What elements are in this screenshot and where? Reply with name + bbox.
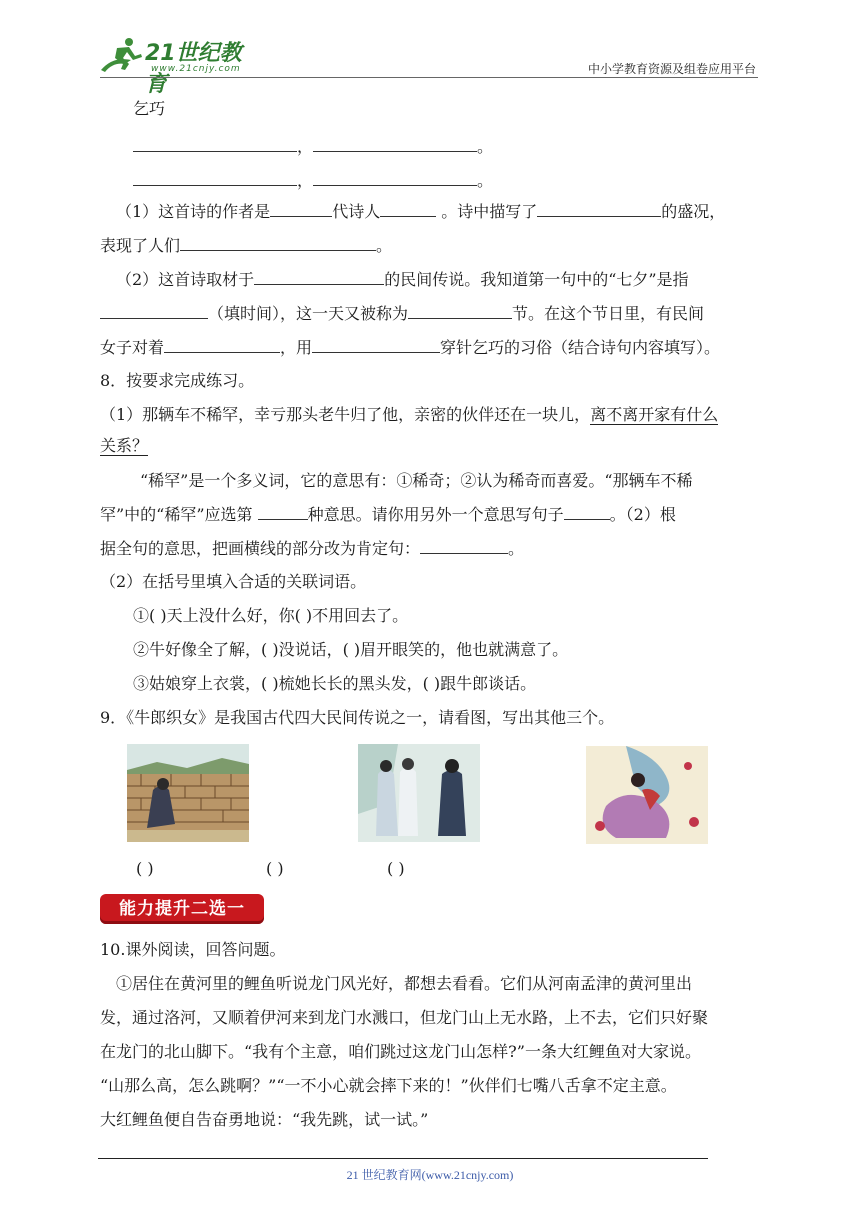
comma: ，: [297, 171, 314, 190]
answer-blank[interactable]: [254, 268, 384, 285]
answer-blank[interactable]: [258, 503, 308, 520]
platform-name: 中小学教育资源及组卷应用平台: [587, 62, 756, 76]
answer-blank[interactable]: [133, 135, 297, 152]
answer-blank[interactable]: [270, 200, 332, 217]
q9-answer-2[interactable]: ( ): [266, 859, 284, 878]
answer-blank[interactable]: [420, 537, 508, 554]
text: （1）这首诗的作者是: [116, 202, 271, 221]
logo-text: 21世纪教育: [145, 41, 242, 97]
answer-blank[interactable]: [537, 200, 661, 217]
q8-item-1: ①( )天上没什么好，你( )不用回去了。: [133, 606, 409, 625]
text: （2）这首诗取材于: [116, 270, 255, 289]
text: 种意思。请你用另外一个意思写句子: [307, 505, 564, 524]
q7-part2-line1: [116, 268, 689, 291]
q8-explanation-line3: [100, 537, 524, 560]
q8-explanation-line1: “稀罕”是一个多义词，它的意思有：①稀奇；②认为稀奇而喜爱。“那辆车不稀: [140, 471, 693, 490]
q9-title: 9．《牛郎织女》是我国古代四大民间传说之一，请看图，写出其他三个。: [100, 708, 615, 727]
logo-url: www.21cnjy.com: [151, 64, 241, 74]
q8-explanation-line2: [100, 503, 676, 526]
answer-blank[interactable]: [564, 503, 610, 520]
comma: ，: [297, 137, 314, 156]
q8-sentence1: [100, 404, 718, 426]
underlined-text: 离不离开家有什么: [590, 405, 719, 424]
q8-item-3: ③姑娘穿上衣裳，( )梳她长长的黑头发，( )跟牛郎谈话。: [133, 674, 537, 693]
poem-blank-line-1: [133, 135, 493, 158]
white-snake-illustration: [586, 746, 708, 844]
answer-blank[interactable]: [380, 200, 436, 217]
text: 节。在这个节日里，有民间: [512, 304, 705, 323]
text: ，用: [280, 338, 313, 357]
text: 的盛况，: [661, 202, 726, 221]
period: 。: [477, 137, 494, 156]
liang-zhu-illustration: [358, 744, 480, 842]
q10-passage-line-3: 在龙门的北山脚下。“我有个主意，咱们跳过这龙门山怎样?”一条大红鲤鱼对大家说。: [100, 1042, 701, 1061]
text: 的民间传说。我知道第一句中的“七夕”是指: [384, 270, 689, 289]
footer-link[interactable]: 21 世纪教育网(www.21cnjy.com): [346, 1168, 514, 1182]
answer-blank[interactable]: [312, 336, 440, 353]
text: 代诗人: [332, 202, 381, 221]
answer-blank[interactable]: [408, 302, 512, 319]
q7-part2-line2: [100, 302, 704, 325]
q8-item-2: ②牛好像全了解，( )没说话，( )眉开眼笑的，他也就满意了。: [133, 640, 569, 659]
q8-sentence1-cont: [100, 435, 148, 457]
answer-blank[interactable]: [180, 234, 376, 251]
answer-blank[interactable]: [313, 169, 477, 186]
q8-title: 8．按要求完成练习。: [100, 371, 255, 390]
text: （填时间），这一天又被称为: [208, 304, 409, 323]
text: 穿针乞巧的习俗（结合诗句内容填写）。: [440, 338, 721, 357]
q7-part1-line1: [116, 200, 725, 223]
text: 。诗中描写了: [436, 202, 538, 221]
q10-passage-line-4: “山那么高，怎么跳啊？”“一不小心就会摔下来的！”伙伴们七嘴八舌拿不定主意。: [100, 1076, 677, 1095]
period: 。: [477, 171, 494, 190]
footer-divider: [98, 1158, 708, 1159]
answer-blank[interactable]: [133, 169, 297, 186]
section-badge: 能力提升二选一: [100, 894, 264, 924]
text: 表现了人们: [100, 236, 181, 255]
text: （1）那辆车不稀罕，幸亏那头老牛归了他，亲密的伙伴还在一块儿，: [100, 405, 591, 424]
text: 罕”中的“稀罕”应选第: [100, 505, 258, 524]
poem-title: 乞巧: [133, 99, 166, 118]
q9-answer-1[interactable]: ( ): [136, 859, 154, 878]
q7-part1-line2: [100, 234, 392, 257]
text: 。: [508, 539, 525, 558]
text: 女子对着: [100, 338, 165, 357]
q10-passage-line-1: ①居住在黄河里的鲤鱼听说龙门风光好，都想去看看。它们从河南孟津的黄河里出: [116, 974, 693, 993]
q9-answer-3[interactable]: ( ): [387, 859, 405, 878]
text: 。（2）根: [609, 505, 676, 524]
header-divider: [100, 77, 758, 78]
underlined-text: 关系？: [100, 436, 149, 455]
q7-part2-line3: [100, 336, 720, 359]
answer-blank[interactable]: [100, 302, 208, 319]
q10-passage-line-2: 发，通过洛河，又顺着伊河来到龙门水溅口，但龙门山上无水路，上不去，它们只好聚: [100, 1008, 709, 1027]
text: 。: [376, 236, 393, 255]
great-wall-illustration: [127, 744, 249, 842]
answer-blank[interactable]: [313, 135, 477, 152]
answer-blank[interactable]: [164, 336, 280, 353]
q10-title: 10.课外阅读，回答问题。: [100, 940, 286, 959]
site-logo[interactable]: [95, 34, 255, 97]
q8-part2-title: （2）在括号里填入合适的关联词语。: [100, 572, 367, 591]
poem-blank-line-2: [133, 169, 493, 192]
text: 据全句的意思，把画横线的部分改为肯定句：: [100, 539, 421, 558]
q10-passage-line-5: 大红鲤鱼便自告奋勇地说：“我先跳，试一试。”: [100, 1110, 429, 1129]
